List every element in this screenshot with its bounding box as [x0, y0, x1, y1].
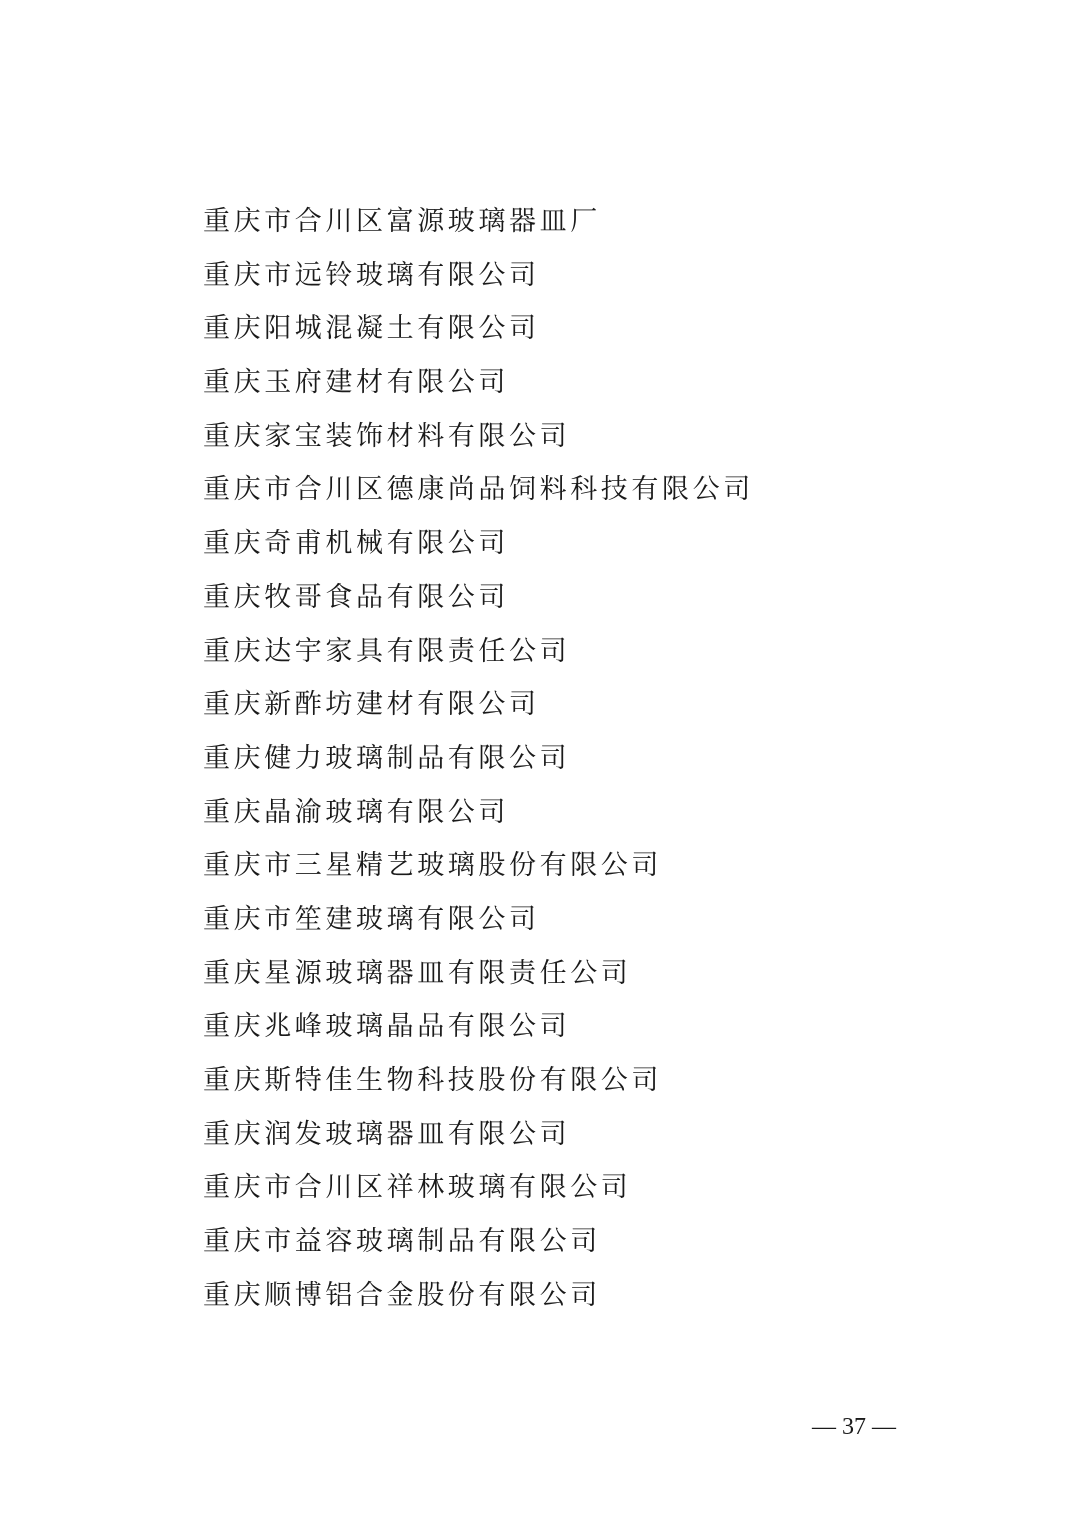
company-item: 重庆顺博铝合金股份有限公司	[203, 1279, 601, 1311]
company-list	[203, 195, 754, 1322]
company-item: 重庆润发玻璃器皿有限公司	[203, 1118, 571, 1150]
company-item: 重庆市三星精艺玻璃股份有限公司	[203, 850, 662, 882]
company-item: 重庆市笙建玻璃有限公司	[203, 903, 540, 935]
company-item: 重庆奇甫机械有限公司	[203, 528, 509, 560]
page-number: — 37 —	[812, 1414, 896, 1440]
company-item: 重庆达宇家具有限责任公司	[203, 635, 571, 667]
company-item: 重庆市合川区富源玻璃器皿厂	[203, 206, 601, 237]
company-item: 重庆家宝装饰材料有限公司	[203, 420, 571, 452]
company-item: 重庆星源玻璃器皿有限责任公司	[203, 957, 632, 989]
company-item: 重庆牧哥食品有限公司	[203, 581, 509, 613]
company-item: 重庆健力玻璃制品有限公司	[203, 742, 571, 774]
company-item: 重庆市合川区德康尚品饲料科技有限公司	[203, 474, 754, 506]
company-item: 重庆兆峰玻璃晶品有限公司	[203, 1011, 571, 1043]
company-item: 重庆阳城混凝土有限公司	[203, 313, 540, 345]
company-item: 重庆市益容玻璃制品有限公司	[203, 1226, 601, 1258]
company-item: 重庆新酢坊建材有限公司	[203, 689, 540, 721]
company-item: 重庆市合川区祥林玻璃有限公司	[203, 1172, 632, 1204]
company-item: 重庆市远铃玻璃有限公司	[203, 259, 540, 291]
company-item: 重庆晶渝玻璃有限公司	[203, 796, 509, 828]
company-item: 重庆斯特佳生物科技股份有限公司	[203, 1065, 662, 1096]
company-item: 重庆玉府建材有限公司	[203, 367, 509, 399]
